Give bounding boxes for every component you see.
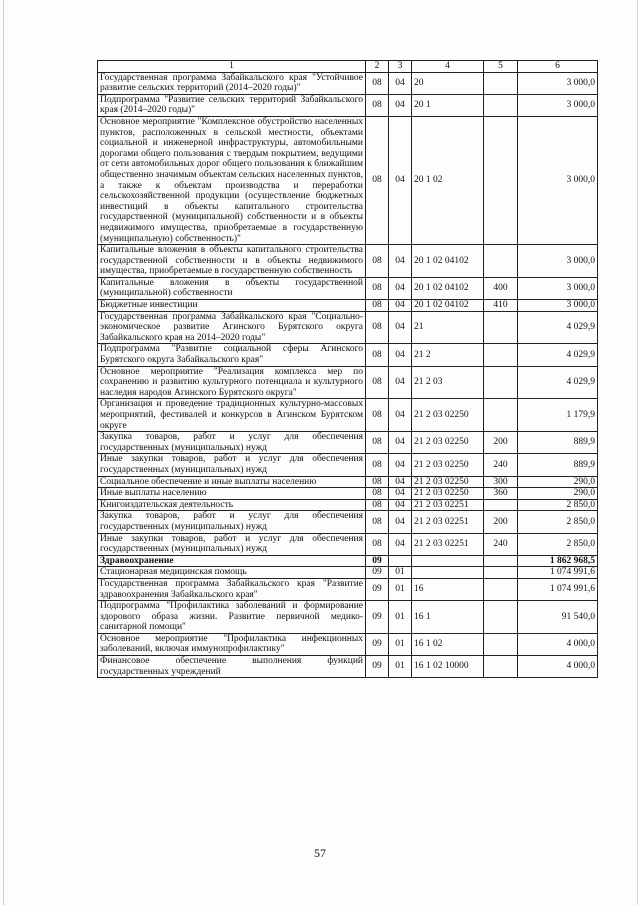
row-cell-c3: 04: [389, 488, 412, 500]
column-header: 1: [98, 61, 366, 73]
row-cell-c5: [484, 656, 518, 678]
row-cell-c3: 04: [389, 300, 412, 312]
row-cell-c6: 1 074 991,6: [518, 567, 598, 579]
row-name-cell: Иные выплаты населению: [98, 488, 366, 500]
row-name-cell: Иные закупки товаров, работ и услуг для обеспечения государственных (муниципальных) нужд: [98, 454, 366, 476]
row-cell-c6: 889,9: [518, 432, 598, 454]
row-cell-c3: 04: [389, 366, 412, 399]
row-cell-c4: 16 1 02: [412, 633, 484, 655]
row-cell-c6: 889,9: [518, 454, 598, 476]
row-cell-c5: [484, 601, 518, 634]
row-cell-c3: 01: [389, 633, 412, 655]
row-cell-c6: 2 850,0: [518, 511, 598, 533]
row-cell-c3: 04: [389, 511, 412, 533]
table-row: [98, 511, 598, 533]
row-cell-c2: 08: [366, 533, 389, 555]
row-cell-c6: 91 540,0: [518, 601, 598, 634]
table-row: [98, 454, 598, 476]
row-cell-c3: 04: [389, 533, 412, 555]
row-cell-c2: 09: [366, 656, 389, 678]
row-cell-c2: 09: [366, 578, 389, 600]
table-row: [98, 300, 598, 312]
row-cell-c6: 3 000,0: [518, 116, 598, 244]
row-cell-c5: [484, 72, 518, 94]
row-cell-c2: 08: [366, 277, 389, 299]
row-cell-c3: 04: [389, 399, 412, 432]
row-cell-c4: 21 2 03 02251: [412, 511, 484, 533]
row-cell-c3: 04: [389, 499, 412, 511]
table-row: [98, 567, 598, 579]
table-row: [98, 656, 598, 678]
row-cell-c3: 01: [389, 656, 412, 678]
row-cell-c4: 20 1: [412, 94, 484, 116]
row-cell-c5: [484, 366, 518, 399]
row-cell-c4: 21 2 03 02250: [412, 454, 484, 476]
table-row: [98, 245, 598, 278]
row-cell-c2: 09: [366, 633, 389, 655]
row-cell-c2: 08: [366, 432, 389, 454]
row-cell-c4: [412, 567, 484, 579]
row-cell-c5: 400: [484, 277, 518, 299]
row-cell-c4: 20 1 02 04102: [412, 277, 484, 299]
row-name-cell: Социальное обеспечение и иные выплаты населению: [98, 476, 366, 488]
row-cell-c5: [484, 567, 518, 579]
row-cell-c6: 3 000,0: [518, 277, 598, 299]
row-cell-c4: 21 2 03 02251: [412, 533, 484, 555]
row-cell-c2: 08: [366, 399, 389, 432]
row-cell-c6: 4 029,9: [518, 366, 598, 399]
row-cell-c6: 290,0: [518, 488, 598, 500]
row-cell-c4: 21 2 03 02250: [412, 432, 484, 454]
table-row: [98, 488, 598, 500]
row-cell-c6: 3 000,0: [518, 300, 598, 312]
row-cell-c5: [484, 344, 518, 366]
row-name-cell: Организация и проведение традиционных культурно-массовых мероприятий, фестивалей и конкурсов в Агинском Бурятском округе: [98, 399, 366, 432]
table-row: [98, 344, 598, 366]
row-name-cell: Закупка товаров, работ и услуг для обеспечения государственных (муниципальных) нужд: [98, 511, 366, 533]
row-cell-c2: 08: [366, 116, 389, 244]
row-cell-c5: [484, 633, 518, 655]
row-cell-c2: 08: [366, 311, 389, 344]
column-header: 2: [366, 61, 389, 73]
row-cell-c2: 08: [366, 94, 389, 116]
table-header-row: [98, 61, 598, 73]
row-cell-c5: 360: [484, 488, 518, 500]
row-cell-c5: 200: [484, 432, 518, 454]
row-cell-c6: 1 179,9: [518, 399, 598, 432]
row-cell-c4: 20 1 02 04102: [412, 245, 484, 278]
row-cell-c2: 08: [366, 454, 389, 476]
row-name-cell: Иные закупки товаров, работ и услуг для обеспечения государственных (муниципальных) нужд: [98, 533, 366, 555]
row-name-cell: Основное мероприятие "Комплексное обустройство населенных пунктов, расположенных в сельской местности, объектами социальной и инженерной инфраструктуры, автомобильными дорогами общего пользования с твердым покрытием, ведущими от сети автомобильных дорог общего пользования к ближайшим общественно значимым объектам сельских населенных пунктов, а также к объектам производства и переработки сельскохозяйственной продукции (осуществление бюджетных инвестиций в объекты капитального строительства государственной (муниципальной) собственности и в объекты недвижимого имущества, приобретаемые в государственную (муниципальную) собственность)": [98, 116, 366, 244]
table-row: [98, 533, 598, 555]
row-name-cell: Основное мероприятие "Реализация комплекса мер по сохранению и развитию культурного потенциала и культурного наследия народов Агинского Бурятского округа": [98, 366, 366, 399]
row-cell-c6: 4 029,9: [518, 311, 598, 344]
row-name-cell: Подпрограмма "Профилактика заболеваний и формирование здорового образа жизни. Развитие первичной медико-санитарной помощи": [98, 601, 366, 634]
row-cell-c3: 04: [389, 344, 412, 366]
row-cell-c4: 20: [412, 72, 484, 94]
row-cell-c2: 08: [366, 245, 389, 278]
row-cell-c6: 4 000,0: [518, 633, 598, 655]
scan-edge-left: [3, 0, 4, 905]
row-name-cell: Здравоохранение: [98, 555, 366, 567]
row-cell-c3: 04: [389, 454, 412, 476]
table-row: [98, 578, 598, 600]
row-cell-c5: 240: [484, 454, 518, 476]
row-cell-c4: 21 2 03 02250: [412, 399, 484, 432]
table-row: [98, 366, 598, 399]
row-cell-c5: [484, 555, 518, 567]
row-cell-c6: 3 000,0: [518, 72, 598, 94]
row-cell-c6: 2 850,0: [518, 499, 598, 511]
table-row: [98, 72, 598, 94]
table-body: [98, 72, 598, 678]
table-row: [98, 499, 598, 511]
row-cell-c6: 2 850,0: [518, 533, 598, 555]
row-name-cell: Капитальные вложения в объекты государственной (муниципальной) собственности: [98, 277, 366, 299]
row-cell-c6: 4 029,9: [518, 344, 598, 366]
row-cell-c2: 08: [366, 511, 389, 533]
row-cell-c6: 4 000,0: [518, 656, 598, 678]
budget-table: [97, 60, 598, 678]
row-cell-c2: 09: [366, 555, 389, 567]
row-cell-c4: 21 2 03 02250: [412, 476, 484, 488]
table-row: [98, 601, 598, 634]
table-row: [98, 116, 598, 244]
row-cell-c4: 20 1 02 04102: [412, 300, 484, 312]
table-row: [98, 399, 598, 432]
row-cell-c5: 300: [484, 476, 518, 488]
row-cell-c2: 08: [366, 300, 389, 312]
row-cell-c4: 21: [412, 311, 484, 344]
row-cell-c4: 21 2 03 02250: [412, 488, 484, 500]
row-name-cell: Подпрограмма "Развитие социальной сферы Агинского Бурятского округа Забайкальского края": [98, 344, 366, 366]
row-cell-c4: 20 1 02: [412, 116, 484, 244]
column-header: 3: [389, 61, 412, 73]
row-cell-c5: 200: [484, 511, 518, 533]
row-cell-c5: 410: [484, 300, 518, 312]
row-cell-c5: [484, 245, 518, 278]
column-header: 4: [412, 61, 484, 73]
row-name-cell: Подпрограмма "Развитие сельских территорий Забайкальского края (2014–2020 годы)": [98, 94, 366, 116]
row-cell-c3: 04: [389, 311, 412, 344]
row-cell-c4: 21 2 03 02251: [412, 499, 484, 511]
row-name-cell: Государственная программа Забайкальского края "Устойчивое развитие сельских территорий (2014–2020 годы)": [98, 72, 366, 94]
row-cell-c5: [484, 311, 518, 344]
table-row: [98, 277, 598, 299]
table-row: [98, 555, 598, 567]
row-cell-c6: 290,0: [518, 476, 598, 488]
scan-edge-right: [637, 0, 638, 905]
row-name-cell: Закупка товаров, работ и услуг для обеспечения государственных (муниципальных) нужд: [98, 432, 366, 454]
row-cell-c2: 09: [366, 601, 389, 634]
row-cell-c5: [484, 94, 518, 116]
row-cell-c6: 3 000,0: [518, 245, 598, 278]
row-cell-c4: 21 2 03: [412, 366, 484, 399]
row-name-cell: Основное мероприятие "Профилактика инфекционных заболеваний, включая иммунопрофилактику": [98, 633, 366, 655]
row-cell-c3: 01: [389, 601, 412, 634]
row-name-cell: Государственная программа Забайкальского края "Развитие здравоохранения Забайкальского края": [98, 578, 366, 600]
row-name-cell: Бюджетные инвестиции: [98, 300, 366, 312]
row-name-cell: Стационарная медицинская помощь: [98, 567, 366, 579]
table-row: [98, 633, 598, 655]
row-cell-c3: [389, 555, 412, 567]
table-row: [98, 94, 598, 116]
row-cell-c2: 09: [366, 567, 389, 579]
row-cell-c6: 1 074 991,6: [518, 578, 598, 600]
row-cell-c2: 08: [366, 366, 389, 399]
row-cell-c3: 04: [389, 94, 412, 116]
column-header: 5: [484, 61, 518, 73]
row-cell-c3: 01: [389, 567, 412, 579]
column-header: 6: [518, 61, 598, 73]
row-cell-c5: [484, 578, 518, 600]
row-cell-c2: 08: [366, 488, 389, 500]
row-name-cell: Книгоиздательская деятельность: [98, 499, 366, 511]
row-cell-c5: [484, 399, 518, 432]
row-cell-c4: 16 1 02 10000: [412, 656, 484, 678]
row-cell-c4: 16: [412, 578, 484, 600]
table-row: [98, 476, 598, 488]
row-cell-c3: 01: [389, 578, 412, 600]
row-cell-c2: 08: [366, 344, 389, 366]
row-cell-c3: 04: [389, 277, 412, 299]
row-cell-c6: 3 000,0: [518, 94, 598, 116]
row-cell-c3: 04: [389, 245, 412, 278]
row-name-cell: Государственная программа Забайкальского края "Социально-экономическое развитие Агинского Бурятского округа Забайкальского края на 2014–2020 годы": [98, 311, 366, 344]
row-name-cell: Финансовое обеспечение выполнения функций государственных учреждений: [98, 656, 366, 678]
row-cell-c5: 240: [484, 533, 518, 555]
page-number: 57: [314, 846, 326, 860]
table-row: [98, 311, 598, 344]
table-row: [98, 432, 598, 454]
row-cell-c2: 08: [366, 72, 389, 94]
row-cell-c5: [484, 116, 518, 244]
row-cell-c3: 04: [389, 116, 412, 244]
row-cell-c4: 16 1: [412, 601, 484, 634]
row-cell-c3: 04: [389, 476, 412, 488]
row-cell-c2: 08: [366, 499, 389, 511]
row-cell-c6: 1 862 968,5: [518, 555, 598, 567]
row-cell-c2: 08: [366, 476, 389, 488]
row-cell-c3: 04: [389, 72, 412, 94]
row-name-cell: Капитальные вложения в объекты капитального строительства государственной собственности и в объекты недвижимого имущества, приобретаемые в государственную собственность: [98, 245, 366, 278]
row-cell-c4: 21 2: [412, 344, 484, 366]
row-cell-c4: [412, 555, 484, 567]
row-cell-c3: 04: [389, 432, 412, 454]
row-cell-c5: [484, 499, 518, 511]
